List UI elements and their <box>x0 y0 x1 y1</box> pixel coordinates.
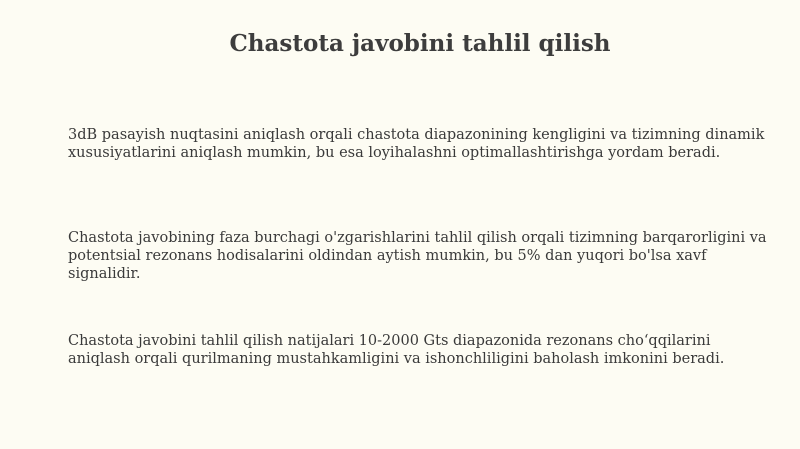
paragraph-phase-angle: Chastota javobining faza burchagi o'zgarishlarini tahlil qilish orqali tizimning barqarorligini va potentsial rezonans hodisalarini oldindan aytish mumkin, bu 5% dan yuqori bo'lsa xavf signalidir. <box>68 230 767 282</box>
slide-title: Chastota javobini tahlil qilish <box>229 30 611 57</box>
paragraph-resonance-peaks: Chastota javobini tahlil qilish natijalari 10-2000 Gts diapazonida rezonans cho‘qqilarini aniqlash orqali qurilmaning mustahkamligini va ishonchliligini baholash imkonini beradi. <box>68 333 725 367</box>
paragraph-3db-point: 3dB pasayish nuqtasini aniqlash orqali chastota diapazonining kengligini va tizimning dinamik xususiyatlarini aniqlash mumkin, bu esa loyihalashni optimallashtirishga yordam beradi. <box>68 127 765 161</box>
